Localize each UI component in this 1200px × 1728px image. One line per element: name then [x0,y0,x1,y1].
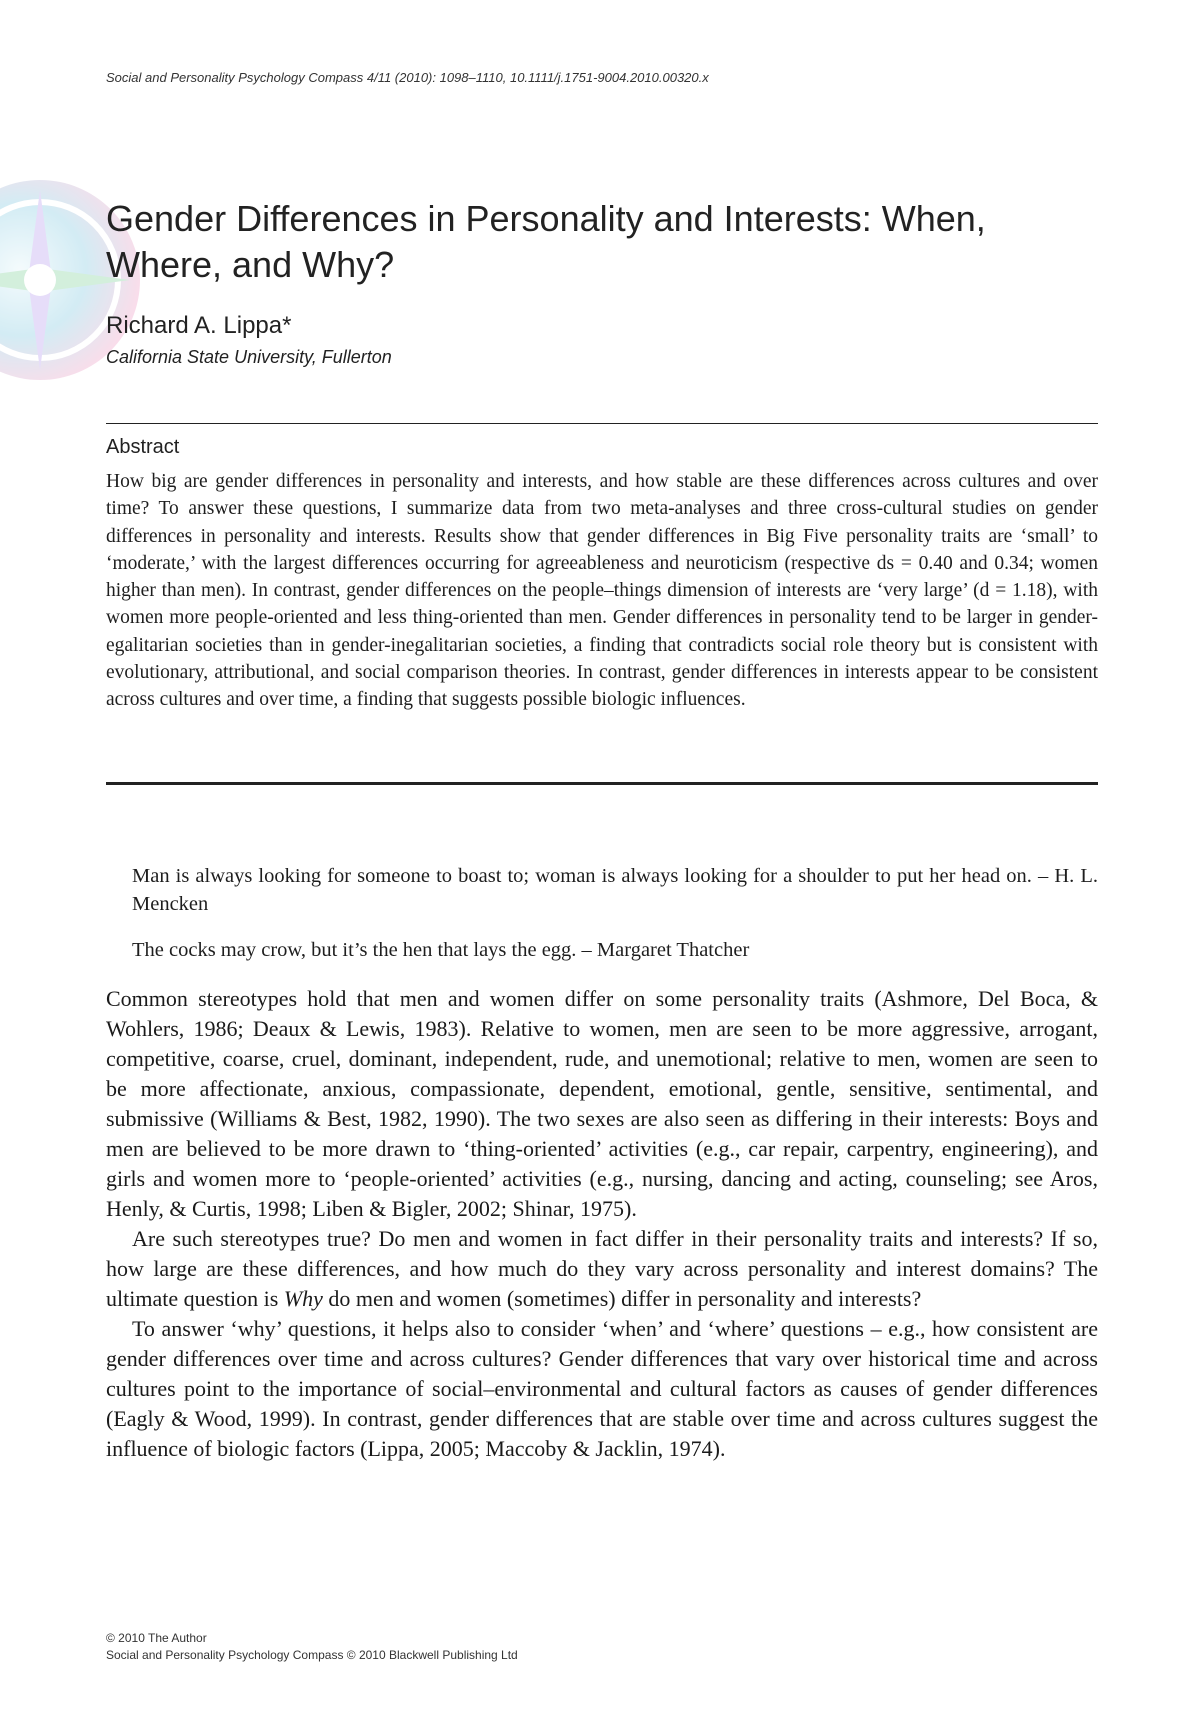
body-paragraph-2-emphasis: Why [283,1286,323,1311]
page-footer [106,1630,1006,1664]
body-paragraph-2-end: do men and women (sometimes) differ in personality and interests? [322,1286,922,1311]
abstract-top-rule [106,423,1098,424]
abstract-heading: Abstract [106,436,180,458]
body-paragraph-2-start: Are such stereotypes true? Do men and women in fact differ in their personality traits and interests? If so, how large are these differences, and how much do they vary across personality and interest domains? The ultimate question is [106,1226,1098,1311]
body-paragraph-3: To answer ‘why’ questions, it helps also to consider ‘when’ and ‘where’ questions – e.g., how consistent are gender differences over time and across cultures? Gender differences that vary over historical time and across cultures point to the importance of social–environmental and cultural factors as causes of gender differences (Eagly & Wood, 1999). In contrast, gender differences that are stable over time and across cultures suggest the influence of biologic factors (Lippa, 2005; Maccoby & Jacklin, 1974). [106,1316,1098,1461]
footer-publisher: Social and Personality Psychology Compass © 2010 Blackwell Publishing Ltd [106,1648,518,1662]
article-title: Gender Differences in Personality and Interests: When, Where, and Why? [106,198,986,285]
author-affiliation: California State University, Fullerton [106,347,392,367]
abstract-bottom-rule [106,782,1098,785]
epigraph-thatcher: The cocks may crow, but it’s the hen that lays the egg. – Margaret Thatcher [132,939,750,961]
body-paragraph-2 [106,1224,1098,1314]
author-name: Richard A. Lippa* [106,312,292,339]
footer-copyright: © 2010 The Author [106,1631,207,1645]
epigraph-mencken: Man is always looking for someone to boast to; woman is always looking for a shoulder to put her head on. – H. L. Mencken [132,865,1098,915]
journal-citation: Social and Personality Psychology Compass 4/11 (2010): 1098–1110, 10.1111/j.1751-9004.2010.00320.x [106,70,709,85]
body-text [106,984,1098,1464]
abstract-text: How big are gender differences in personality and interests, and how stable are these differences across cultures and over time? To answer these questions, I summarize data from two meta-analyses and three cross-cultural studies on gender differences in personality and interests. Results show that gender differences in Big Five personality traits are ‘small’ to ‘moderate,’ with the largest differences occurring for agreeableness and neuroticism (respective ds = 0.40 and 0.34; women higher than men). In contrast, gender differences on the people–things dimension of interests are ‘very large’ (d = 1.18), with women more people-oriented and less thing-oriented than men. Gender differences in personality tend to be larger in gender-egalitarian societies than in gender-inegalitarian societies, a finding that contradicts social role theory but is consistent with evolutionary, attributional, and social comparison theories. In contrast, gender differences in interests appear to be consistent across cultures and over time, a finding that suggests possible biologic influences. [106,471,1098,711]
body-paragraph-1: Common stereotypes hold that men and women differ on some personality traits (Ashmore, Del Boca, & Wohlers, 1986; Deaux & Lewis, 1983). Relative to women, men are seen to be more aggressive, arrogant, competitive, coarse, cruel, dominant, independent, rude, and unemotional; relative to men, women are seen to be more affectionate, anxious, compassionate, dependent, emotional, gentle, sensitive, sentimental, and submissive (Williams & Best, 1982, 1990). The two sexes are also seen as differing in their interests: Boys and men are believed to be more drawn to ‘thing-oriented’ activities (e.g., car repair, carpentry, engineering), and girls and women more to ‘people-oriented’ activities (e.g., nursing, dancing and acting, counseling; see Aros, Henly, & Curtis, 1998; Liben & Bigler, 2002; Shinar, 1975). [106,986,1098,1221]
